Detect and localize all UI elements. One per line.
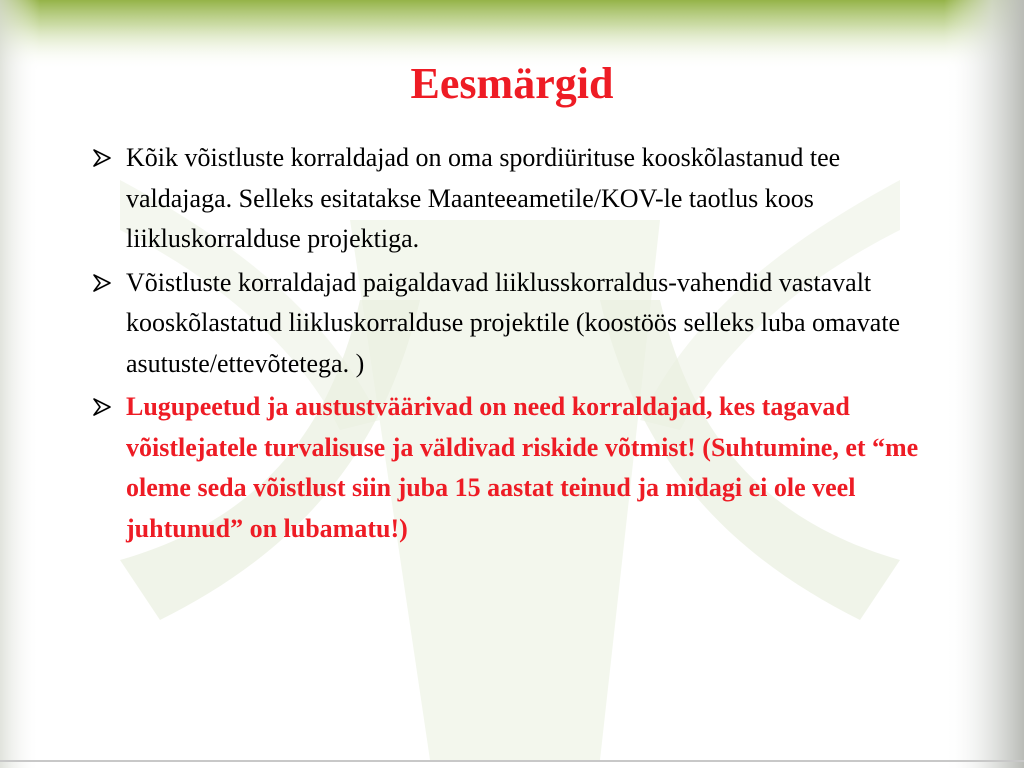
emphasized-bullet-text: Lugupeetud ja austustväärivad on need korraldajad, kes tagavad võistlejatele turvalisuse ja väldivad riskide võtmist! (Suhtumine, et “me oleme seda võistlust siin juba 15 aastat teinud ja midagi ei ole veel juhtunud” on lubamatu!) [126,392,919,543]
bullet-item [90,387,950,549]
arrowhead-bullet-icon [90,138,126,178]
slide-title: Eesmärgid [410,59,614,108]
bullet-item [90,138,950,260]
bullet-item [90,263,950,385]
bullet-text: Kõik võistluste korraldajad on oma spordiürituse kooskõlastanud tee valdajaga. Selleks esitatakse Maanteeametile/KOV-le taotlus koos liikluskorralduse projektiga. [126,143,841,253]
arrowhead-bullet-icon [90,263,126,303]
bullet-list [90,138,950,552]
bullet-text: Võistluste korraldajad paigaldavad liiklusskorraldus-vahendid vastavalt kooskõlastatud liikluskorralduse projektile (koostöös selleks luba omavate asutuste/ettevõtetega. ) [126,267,901,378]
footer-divider [0,760,1024,762]
arrowhead-bullet-icon [90,387,126,427]
